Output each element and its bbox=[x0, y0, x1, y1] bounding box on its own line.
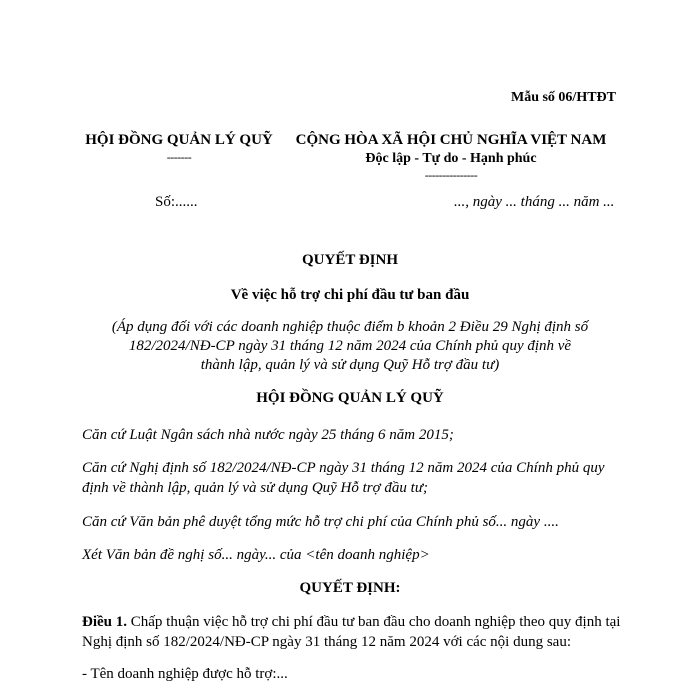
document-date: ..., ngày ... tháng ... năm ... bbox=[454, 194, 615, 210]
applicability-note: (Áp dụng đối với các doanh nghiệp thuộc điểm b khoản 2 Điều 29 Nghị định số 182/2024/NĐ-CP ngày 31 tháng 12 năm 2024 của Chính phủ quy định về thành lập, quản lý và sử dụng Quỹ Hỗ trợ đầu tư) bbox=[111, 319, 589, 373]
document-number: Số:...... bbox=[155, 194, 198, 210]
issuing-agency-name: HỘI ĐỒNG QUẢN LÝ QUỸ bbox=[85, 132, 273, 148]
document-title: QUYẾT ĐỊNH bbox=[302, 252, 398, 268]
list-item: - Tên doanh nghiệp được hỗ trợ:... bbox=[82, 666, 288, 682]
legal-basis: Căn cứ Nghị định số 182/2024/NĐ-CP ngày 31 tháng 12 năm 2024 của Chính phủ quy định về thành lập, quản lý và sử dụng Quỹ Hỗ trợ đầu tư; bbox=[82, 460, 605, 496]
legal-basis: Căn cứ Văn bản phê duyệt tổng mức hỗ trợ chi phí của Chính phủ số... ngày .... bbox=[82, 514, 559, 530]
legal-basis: Căn cứ Luật Ngân sách nhà nước ngày 25 tháng 6 năm 2015; bbox=[82, 427, 454, 443]
article-1 bbox=[82, 612, 622, 652]
issuing-agency-header bbox=[74, 130, 284, 164]
national-header bbox=[276, 130, 626, 182]
article-1-label: Điều 1. bbox=[82, 614, 127, 630]
article-1-text: Chấp thuận việc hỗ trợ chi phí đầu tư ban đầu cho doanh nghiệp theo quy định tại Nghị định số 182/2024/NĐ-CP ngày 31 tháng 12 năm 2024 với các nội dung sau: bbox=[82, 614, 621, 650]
national-divider: --------------- bbox=[424, 168, 478, 182]
form-code: Mẫu số 06/HTĐT bbox=[510, 90, 616, 105]
council-heading: HỘI ĐỒNG QUẢN LÝ QUỸ bbox=[256, 390, 444, 406]
national-title: CỘNG HÒA XÃ HỘI CHỦ NGHĨA VIỆT NAM bbox=[295, 132, 607, 148]
decision-heading: QUYẾT ĐỊNH: bbox=[299, 580, 401, 596]
national-motto: Độc lập - Tự do - Hạnh phúc bbox=[365, 151, 537, 166]
legal-basis: Xét Văn bản đề nghị số... ngày... của <tên doanh nghiệp> bbox=[82, 547, 430, 563]
document-subject: Về việc hỗ trợ chi phí đầu tư ban đầu bbox=[230, 287, 470, 303]
issuing-agency-divider: ------- bbox=[166, 150, 192, 164]
